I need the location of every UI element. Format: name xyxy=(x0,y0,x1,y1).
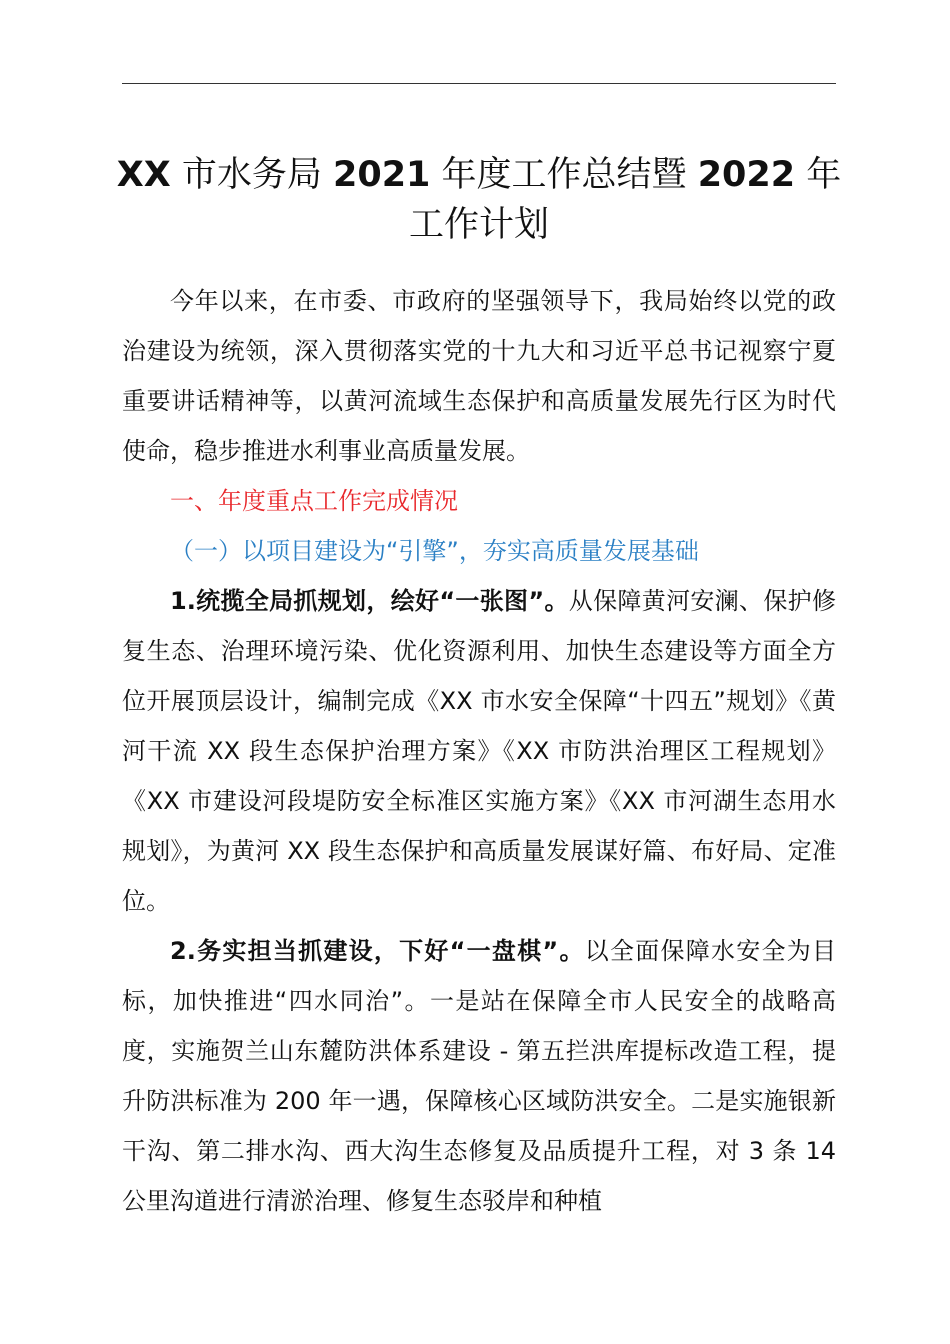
section-heading-1: 一、年度重点工作完成情况 xyxy=(170,487,458,515)
document-title xyxy=(110,150,848,250)
title-line2: 工作计划 xyxy=(408,205,549,245)
document-body xyxy=(122,276,836,1226)
title-part3: 年 xyxy=(795,155,842,195)
title-year2: 2022 xyxy=(697,155,796,195)
item-1-paragraph xyxy=(122,576,836,926)
title-xx: XX xyxy=(116,155,171,195)
item-1-text: 从保障黄河安澜、保护修复生态、治理环境污染、优化资源利用、加快生态建设等方面全方位开展顶层设计，编制完成《XX 市水安全保障“十四五”规划》《黄河干流 XX 段生态保护治理方案》《XX 市防洪治理区工程规划》《XX 市建设河段堤防安全标准区实施方案》《XX 市河湖生态用水规划》，为黄河 XX 段生态保护和高质量发展谋好篇、布好局、定准位。 xyxy=(122,587,836,915)
title-part1: 市水务局 xyxy=(170,155,333,195)
item-2-text: 以全面保障水安全为目标，加快推进“四水同治”。一是站在保障全市人民安全的战略高度，实施贺兰山东麓防洪体系建设 - 第五拦洪库提标改造工程，提升防洪标准为 200 年一遇，保障核心区域防洪安全。二是实施银新干沟、第二排水沟、西大沟生态修复及品质提升工程，对 3 条 14 公里沟道进行清淤治理、修复生态驳岸和种植 xyxy=(122,937,836,1215)
item-1-lead: 1.统揽全局抓规划，绘好“一张图”。 xyxy=(170,587,569,615)
header-rule xyxy=(122,83,836,84)
intro-paragraph: 今年以来，在市委、市政府的坚强领导下，我局始终以党的政治建设为统领，深入贯彻落实党的十九大和习近平总书记视察宁夏重要讲话精神等，以黄河流域生态保护和高质量发展先行区为时代使命，稳步推进水利事业高质量发展。 xyxy=(122,287,836,465)
title-part2: 年度工作总结暨 xyxy=(430,155,698,195)
title-year1: 2021 xyxy=(333,155,431,195)
item-2-lead: 2.务实担当抓建设，下好“一盘棋”。 xyxy=(170,937,585,965)
item-2-paragraph xyxy=(122,926,836,1226)
subsection-heading-1: （一）以项目建设为“引擎”，夯实高质量发展基础 xyxy=(170,537,699,565)
